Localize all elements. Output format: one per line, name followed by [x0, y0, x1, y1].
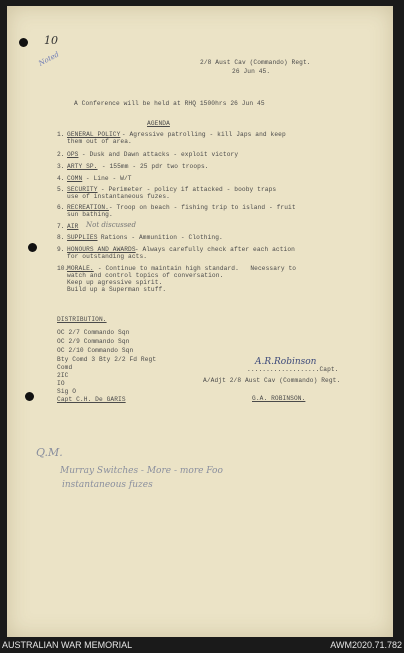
capt-line: ...................Capt.	[247, 366, 339, 373]
item-heading: RECREATION.	[67, 204, 109, 211]
item-heading: SUPPLIES	[67, 234, 98, 241]
punch-hole	[28, 243, 37, 252]
item-number: 10.	[57, 265, 69, 272]
item-text: - Perimeter - policy if attacked - booby traps	[97, 186, 277, 193]
item-text: Keep up agressive spirit.	[67, 279, 163, 286]
item-heading: GENERAL POLICY	[67, 131, 121, 138]
item-text: - Dusk and Dawn attacks - exploit victory	[78, 151, 239, 158]
item-number: 6.	[57, 204, 65, 211]
footer-id: AWM2020.71.782	[330, 640, 402, 650]
item-text: sun bathing.	[67, 211, 113, 218]
distribution-item: OC 2/7 Commando Sqn	[57, 329, 130, 336]
distribution-title: DISTRIBUTION.	[57, 316, 107, 323]
distribution-item: OC 2/9 Commando Sqn	[57, 338, 130, 345]
punch-hole	[19, 38, 28, 47]
item-text: use of instantaneous fuzes.	[67, 193, 170, 200]
handwritten-note-air: Not discussed	[86, 221, 136, 229]
item-text: - 155mm - 25 pdr two troops.	[98, 163, 209, 170]
footer-source: AUSTRALIAN WAR MEMORIAL	[2, 640, 133, 650]
item-number: 8.	[57, 234, 65, 241]
distribution-item: Capt C.H. De GARIS	[57, 396, 126, 403]
item-number: 5.	[57, 186, 65, 193]
distribution-item: 2IC	[57, 372, 69, 379]
item-number: 1.	[57, 131, 65, 138]
distribution-item: Comd	[57, 364, 73, 371]
item-text: them out of area.	[67, 138, 132, 145]
handwritten-note-corner: Noted	[37, 50, 61, 68]
distribution-item: IO	[57, 380, 65, 387]
item-heading: ARTY SP.	[67, 163, 98, 170]
item-number: 9.	[57, 246, 65, 253]
handwritten-signature: A.R.Robinson	[255, 357, 317, 367]
item-number: 3.	[57, 163, 65, 170]
date-header: 26 Jun 45.	[232, 68, 271, 75]
agenda-title: AGENDA	[147, 120, 170, 127]
item-text: for outstanding acts.	[67, 253, 148, 260]
item-heading: COMN	[67, 175, 83, 182]
item-text: - Troop on beach - fishing trip to island - fruit	[105, 204, 296, 211]
signature-role: A/Adjt 2/8 Aust Cav (Commando) Regt.	[203, 377, 341, 384]
item-text: - Line - W/T	[82, 175, 132, 182]
item-text: - Always carefully check after each action	[131, 246, 295, 253]
signature-name: G.A. ROBINSON.	[252, 395, 306, 402]
distribution-item: Bty Comd 3 Bty 2/2 Fd Regt	[57, 356, 157, 363]
item-text: - Continue to maintain high standard. Necessary to	[94, 265, 297, 272]
item-heading: AIR	[67, 223, 79, 230]
handwritten-mark: 10	[44, 34, 58, 47]
item-text: - Agressive patrolling - kill Japs and keep	[118, 131, 286, 138]
item-heading: HONOURS AND AWARDS	[67, 246, 136, 253]
item-heading: OPS	[67, 151, 79, 158]
distribution-item: Sig O	[57, 388, 77, 395]
conference-intro: A Conference will be held at RHQ 1500hrs 26 Jun 45	[74, 100, 265, 107]
item-number: 7.	[57, 223, 65, 230]
pencil-note-line: instantaneous fuzes	[62, 480, 153, 490]
pencil-note-qm: Q.M.	[36, 446, 63, 459]
item-text: watch and control topics of conversation.	[67, 272, 224, 279]
item-text: Build up a Superman stuff.	[67, 286, 167, 293]
pencil-note-line: Murray Switches - More - more Foo	[60, 466, 223, 476]
item-number: 4.	[57, 175, 65, 182]
punch-hole	[25, 392, 34, 401]
distribution-item: OC 2/10 Commando Sqn	[57, 347, 134, 354]
unit-header: 2/8 Aust Cav (Commando) Regt.	[200, 59, 311, 66]
item-number: 2.	[57, 151, 65, 158]
item-heading: SECURITY	[67, 186, 98, 193]
item-text: Rations - Ammunition - Clothing.	[97, 234, 223, 241]
item-heading: MORALE.	[67, 265, 94, 272]
footer-bar	[0, 637, 404, 653]
